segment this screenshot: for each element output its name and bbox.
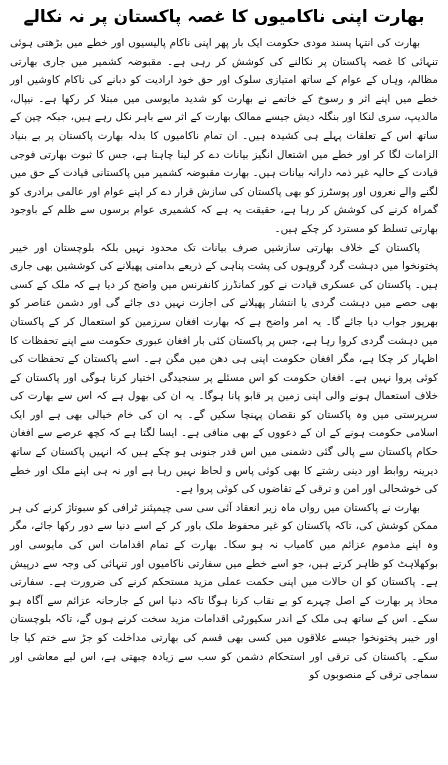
article-body	[10, 34, 438, 685]
article-paragraph-1: بھارت کی انتہا پسند مودی حکومت ایک بار پھر اپنی ناکام پالیسیوں اور خطے میں بڑھتی ہوئی تنہائی کا غصہ پاکستان پر نکالنے کی کوشش کر رہی ہے۔ مقبوضہ کشمیر میں جاری بھارتی مظالم، وہاں کے عوام کے ساتھ امتیازی سلوک اور حق خود ارادیت کو دبانے کی ناکام کاوشیں اور خطے میں اپنے اثر و رسوخ کے خاتمے نے بھارت کو شدید مایوسی میں مبتلا کر رکھا ہے۔ نیپال، مالدیپ، سری لنکا اور بنگلہ دیش جیسے ممالک بھارت کے اثر سے باہر نکل رہے ہیں، جبکہ چین کے ساتھ اس کے تعلقات پہلے ہی کشیدہ ہیں۔ ان تمام ناکامیوں کا بدلہ بھارت پاکستان پر بے بنیاد الزامات لگا کر اور خطے میں اشتعال انگیز بیانات دے کر لینا چاہتا ہے، جس کا ثبوت بھارتی فوجی قیادت کے حالیہ غیر ذمہ دارانہ بیانات ہیں۔ بھارت مقبوضہ کشمیر میں پاکستانی قیادت کے حق میں لگنے والے نعروں اور پوسٹرز کو بھی پاکستان کی سازش قرار دے کر اپنے عوام اور عالمی برادری کو گمراہ کرنے کی کوشش کر رہا ہے، حقیقت یہ ہے کہ کشمیری عوام برسوں سے ظلم کے باوجود بھارتی تسلط کو مسترد کر چکے ہیں۔	[10, 37, 438, 235]
article-title: بھارت اپنی ناکامیوں کا غصہ پاکستان پر نہ نکالے	[23, 7, 425, 27]
article-paragraph-2: پاکستان کے خلاف بھارتی سازشیں صرف بیانات تک محدود نہیں بلکہ بلوچستان اور خیبر پختونخوا میں دہشت گرد گروہوں کی پشت پناہی کے ذریعے بدامنی پھیلانے کی کوششیں بھی جاری ہیں۔ پاکستان کی عسکری قیادت نے کور کمانڈرز کانفرنس میں واضح کر دیا ہے کہ ملک کے کسی بھی حصے میں دہشت گردی یا انتشار پھیلانے کی اجازت نہیں دی جائے گی اور دشمن عناصر کو بھرپور جواب دیا جائے گا۔ یہ امر واضح ہے کہ بھارت افغان سرزمین کو استعمال کر کے پاکستان میں دہشت گردی کروا رہا ہے، جس پر پاکستان کئی بار افغان عبوری حکومت سے اپنے تحفظات کا اظہار کر چکا ہے، مگر افغان حکومت اپنی ہی دھن میں مگن ہے۔ اسے پاکستان کے تحفظات کی کوئی پروا نہیں ہے۔ افغان حکومت کو اس مسئلے پر سنجیدگی اختیار کرنا ہوگی اور پاکستان کے خلاف استعمال ہونے والی اپنی زمین پر قابو پانا ہوگا۔ یہ ان کی بھول ہے کہ اس سے بھارت کی سرپرستی میں وہ پاکستان کو نقصان پہنچا سکیں گے۔ یہ ان کی خام خیالی بھی ہے اور ایک اسلامی حکومت ہونے کے ان کے دعووں کے بھی منافی ہے۔ ایسا لگتا ہے کہ کچھ عرصے سے افغان حکام پاکستان سے پالی گئی دشمنی میں اس قدر جنونی ہو چکے ہیں کہ انہیں پاکستان کے ساتھ دیرینہ روابط اور دینی رشتے کا بھی کوئی پاس و لحاظ نہیں رہا ہے اور نہ ہی اپنے ملک اور خطے کی خوشحالی اور امن و ترقی کے تقاضوں کی کوئی پروا ہے۔	[10, 241, 438, 496]
article-paragraph-3: بھارت نے پاکستان میں رواں ماہ زیر انعقاد آئی سی سی چیمپئنز ٹرافی کو سبوتاژ کرنے کی ہر ممکن کوشش کی، تاکہ پاکستان کو غیر محفوظ ملک باور کر کے اسے دنیا سے دور رکھا جائے، مگر وہ اپنے مذموم عزائم میں کامیاب نہ ہو سکا۔ بھارت کے تمام اقدامات اس کی مایوسی اور بوکھلاہٹ کو ظاہر کرتے ہیں، جو اسے خطے میں سفارتی ناکامیوں اور تنہائی کی وجہ سے درپیش ہے۔ پاکستان کو ان حالات میں اپنی حکمت عملی مزید مستحکم کرنے کی ضرورت ہے۔ سفارتی محاذ پر بھارت کے اصل چہرے کو بے نقاب کرنا ہوگا تاکہ دنیا اس کے جارحانہ عزائم سے آگاہ ہو سکے۔ اس کے ساتھ ہی ملک کے اندر سکیورٹی اقدامات مزید سخت کرنے ہوں گے، تاکہ بلوچستان اور خیبر پختونخوا جیسے علاقوں میں کسی بھی قسم کی بھارتی مداخلت کو جڑ سے ختم کیا جا سکے۔ پاکستان کی ترقی اور استحکام دشمن کو سب سے زیادہ چبھتی ہے، اس لیے معاشی اور سماجی ترقی کے منصوبوں کو	[10, 501, 438, 682]
